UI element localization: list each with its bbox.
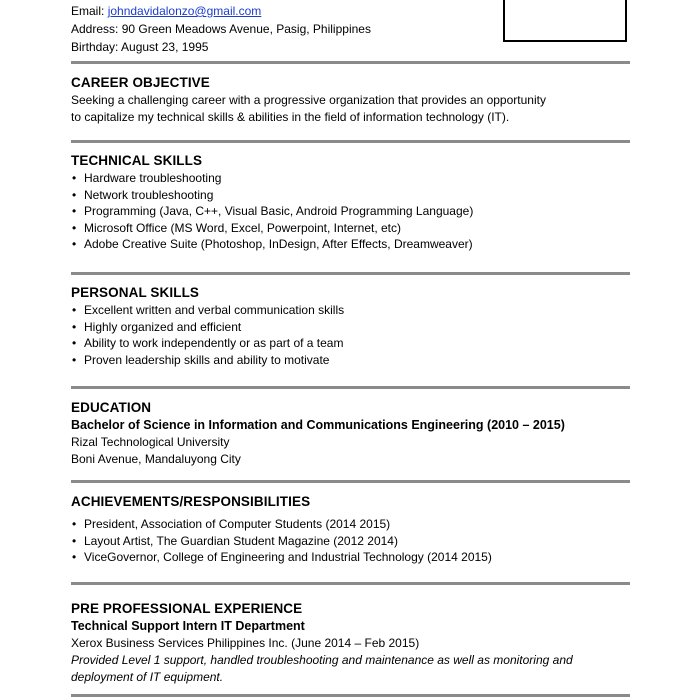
list-item: • Layout Artist, The Guardian Student Magazine (2012 2014) — [71, 533, 631, 550]
list-item: • Hardware troubleshooting — [71, 170, 631, 187]
company: Xerox Business Services Philippines Inc. (June 2014 – Feb 2015) — [71, 636, 420, 650]
email-label: Email: — [71, 4, 105, 18]
contact-block — [71, 2, 371, 56]
job-description-line: deployment of IT equipment. — [71, 670, 224, 684]
divider — [71, 61, 630, 64]
list-item: • Programming (Java, C++, Visual Basic, Android Programming Language) — [71, 203, 631, 220]
section-heading: TECHNICAL SKILLS — [71, 153, 203, 168]
list-item: • President, Association of Computer Students (2014 2015) — [71, 516, 631, 533]
address-line: Address: 90 Green Meadows Avenue, Pasig, Philippines — [71, 22, 371, 36]
photo-placeholder — [503, 0, 627, 42]
birthday-line: Birthday: August 23, 1995 — [71, 40, 209, 54]
achievements-list — [71, 516, 631, 566]
divider — [71, 480, 630, 483]
divider — [71, 694, 630, 697]
section-heading: PRE PROFESSIONAL EXPERIENCE — [71, 601, 303, 616]
list-item: • Ability to work independently or as part of a team — [71, 335, 631, 352]
objective-line: to capitalize my technical skills & abilities in the field of information technology (IT). — [71, 110, 510, 124]
divider — [71, 582, 630, 585]
achievements-section — [71, 493, 631, 566]
objective-line: Seeking a challenging career with a progressive organization that provides an opportunity — [71, 93, 546, 107]
experience-section — [71, 600, 631, 686]
school-name: Rizal Technological University — [71, 435, 230, 449]
list-item: • Proven leadership skills and ability to motivate — [71, 352, 631, 369]
divider — [71, 140, 630, 143]
technical-skills-section — [71, 152, 631, 253]
job-role: Technical Support Intern IT Department — [71, 619, 305, 633]
divider — [71, 272, 630, 275]
degree: Bachelor of Science in Information and Communications Engineering (2010 – 2015) — [71, 418, 565, 432]
section-heading: CAREER OBJECTIVE — [71, 75, 210, 90]
list-item: • Adobe Creative Suite (Photoshop, InDesign, After Effects, Dreamweaver) — [71, 236, 631, 253]
divider — [71, 386, 630, 389]
education-section — [71, 399, 631, 468]
section-heading: ACHIEVEMENTS/RESPONSIBILITIES — [71, 494, 311, 509]
section-heading: EDUCATION — [71, 400, 152, 415]
section-heading: PERSONAL SKILLS — [71, 285, 200, 300]
list-item: • ViceGovernor, College of Engineering and Industrial Technology (2014 2015) — [71, 549, 631, 566]
job-description-line: Provided Level 1 support, handled troubleshooting and maintenance as well as monitoring and — [71, 653, 573, 667]
email-line — [71, 2, 371, 20]
list-item: • Microsoft Office (MS Word, Excel, Powerpoint, Internet, etc) — [71, 220, 631, 237]
school-location: Boni Avenue, Mandaluyong City — [71, 452, 241, 466]
career-objective-section — [71, 74, 631, 126]
email-link[interactable]: johndavidalonzo@gmail.com — [107, 4, 262, 18]
list-item: • Highly organized and efficient — [71, 319, 631, 336]
personal-skills-section — [71, 284, 631, 368]
list-item: • Excellent written and verbal communication skills — [71, 302, 631, 319]
personal-skills-list — [71, 302, 631, 368]
technical-skills-list — [71, 170, 631, 253]
list-item: • Network troubleshooting — [71, 187, 631, 204]
